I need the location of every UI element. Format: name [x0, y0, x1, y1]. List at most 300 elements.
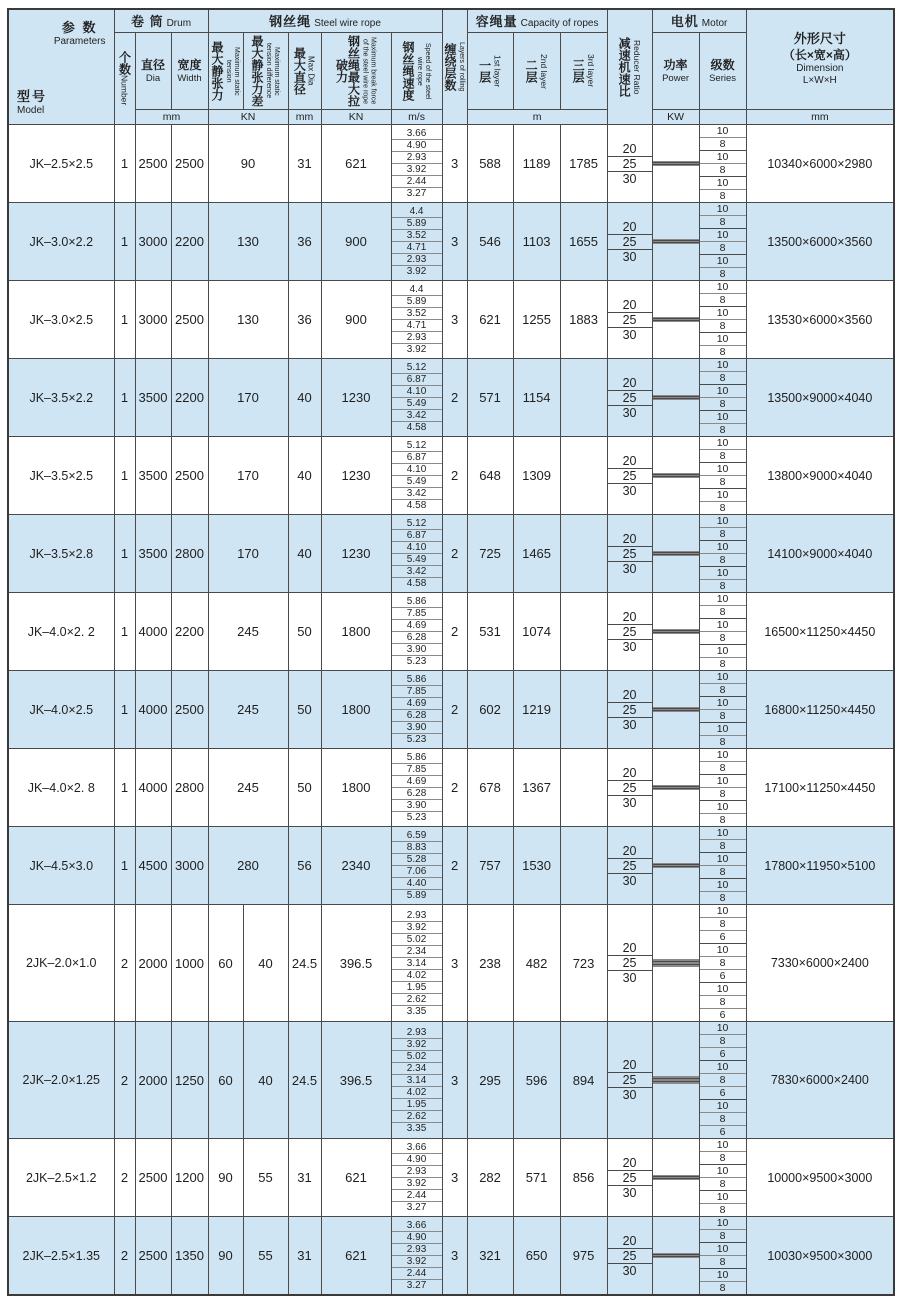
se-subcell: 10: [700, 566, 746, 579]
sp-subcell: 5.23: [392, 733, 442, 745]
se-subcell: 8: [700, 891, 746, 904]
layer3-cell: 723: [560, 905, 607, 1022]
layer1-cell: 757: [467, 827, 513, 905]
ra-subcell: 30: [608, 249, 652, 264]
model-cell: JK–4.0×2.5: [8, 671, 114, 749]
sp-subcell: 5.49: [392, 475, 442, 487]
tension-diff-cell: 55: [243, 1217, 288, 1296]
unit-tension-kn: KN: [208, 110, 288, 125]
power-cell: [652, 905, 699, 1022]
ra-subcell: 20: [622, 941, 637, 955]
layer2-cell: 1530: [513, 827, 560, 905]
ra-subcell: 30: [608, 717, 652, 732]
se-subcell: 8: [700, 449, 746, 462]
se-subcell: 8: [700, 241, 746, 254]
speed-cell: [391, 125, 442, 203]
dimension-en1: Dimension: [796, 62, 844, 74]
layers-cn: 缠绕层数: [443, 43, 458, 91]
ra-subcell: 30: [608, 561, 652, 576]
ra-subcell: 30: [608, 970, 652, 985]
se-subcell: 8: [700, 917, 746, 930]
sp-subcell: 2.34: [392, 1062, 442, 1074]
power-cell: [652, 1217, 699, 1296]
model-cell: JK–4.5×3.0: [8, 827, 114, 905]
drum-en: Drum: [166, 18, 192, 29]
se-subcell: 6: [700, 1086, 746, 1099]
width-cell: 2200: [171, 593, 208, 671]
se-subcell: 10: [700, 384, 746, 397]
rope-cn: 钢丝绳: [269, 14, 312, 29]
dia-cell: 2500: [135, 1217, 171, 1296]
se-subcell: 10: [716, 359, 729, 371]
se-subcell: 8: [700, 1073, 746, 1086]
sp-subcell: 3.27: [392, 187, 442, 199]
speed-cell: [391, 203, 442, 281]
ratio-cell: [607, 827, 652, 905]
sp-subcell: 3.92: [392, 265, 442, 277]
col-reducer-ratio: [607, 9, 652, 125]
ra-subcell: 30: [608, 873, 652, 888]
series-cell: [699, 203, 746, 281]
se-subcell: 10: [700, 618, 746, 631]
series-cell: [699, 593, 746, 671]
dimension-cell: 16800×11250×4450: [746, 671, 894, 749]
ra-subcell: 20: [622, 1233, 637, 1248]
width-cell: 2500: [171, 281, 208, 359]
model-label-cn: 型号: [17, 89, 48, 104]
dimension-cell: 14100×9000×4040: [746, 515, 894, 593]
layer2-cell: 1103: [513, 203, 560, 281]
dia-cell: 2500: [135, 1139, 171, 1217]
ratio-en: Reducer Ratio: [631, 39, 642, 95]
motor-cn: 电机: [670, 14, 699, 29]
max-dia-cell: 31: [288, 1139, 321, 1217]
power-en: Power: [662, 72, 690, 84]
se-subcell: 10: [700, 774, 746, 787]
se-subcell: 8: [700, 137, 746, 150]
width-cell: 2200: [171, 359, 208, 437]
max-dia-cell: 40: [288, 515, 321, 593]
power-cell: [652, 437, 699, 515]
layer2-cell: 1255: [513, 281, 560, 359]
series-cell: [699, 905, 746, 1022]
number-cell: 1: [114, 281, 135, 359]
se-subcell: 10: [700, 1242, 746, 1255]
sp-subcell: 3.35: [392, 1005, 442, 1017]
col-max-static-tension-difference: [243, 33, 288, 110]
se-subcell: 8: [700, 1034, 746, 1047]
sp-subcell: 5.49: [392, 397, 442, 409]
max-dia-cell: 24.5: [288, 905, 321, 1022]
pw-subcell: [653, 399, 699, 400]
layer1-cell: 678: [467, 749, 513, 827]
ra-subcell: 25: [608, 312, 652, 327]
se-subcell: 10: [700, 306, 746, 319]
sp-subcell: 7.85: [392, 763, 442, 775]
sp-subcell: 3.92: [392, 1255, 442, 1267]
se-subcell: 10: [716, 1217, 729, 1229]
sp-subcell: 4.58: [392, 499, 442, 511]
ra-subcell: 25: [608, 955, 652, 970]
col-series: [699, 33, 746, 110]
tension-cell: 170: [208, 515, 288, 593]
width-cell: 2500: [171, 671, 208, 749]
tension-diff-en: Maximum static tension difference: [265, 43, 281, 99]
ra-subcell: 30: [608, 1263, 652, 1278]
layer1-cell: 588: [467, 125, 513, 203]
ra-subcell: 30: [608, 405, 652, 420]
tension-cell: 60: [208, 1022, 243, 1139]
layer3-cell: [560, 515, 607, 593]
se-subcell: 10: [716, 905, 729, 917]
ra-subcell: 30: [608, 327, 652, 342]
se-subcell: 8: [700, 475, 746, 488]
rope-en: Steel wire rope: [314, 18, 381, 29]
ra-subcell: 30: [608, 1087, 652, 1102]
se-subcell: 8: [700, 163, 746, 176]
layer1-cell: 602: [467, 671, 513, 749]
break-force-cell: 900: [321, 281, 391, 359]
layers-en: Layers of rolling: [458, 42, 466, 92]
sp-subcell: 5.89: [392, 889, 442, 901]
sp-subcell: 2.62: [392, 1110, 442, 1122]
sp-subcell: 4.58: [392, 577, 442, 589]
se-subcell: 10: [700, 722, 746, 735]
series-cell: [699, 125, 746, 203]
layer3-cell: [560, 593, 607, 671]
sp-subcell: 3.92: [392, 1038, 442, 1050]
table-row: [8, 359, 894, 437]
layer2-cell: 1309: [513, 437, 560, 515]
break-force-cell: 621: [321, 1217, 391, 1296]
table-row: [8, 1022, 894, 1139]
col-break-force: [321, 33, 391, 110]
model-cell: JK–3.5×2.5: [8, 437, 114, 515]
se-subcell: 10: [700, 982, 746, 995]
dimension-cn2: （长×宽×高）: [782, 47, 857, 62]
sp-subcell: 3.14: [392, 957, 442, 969]
unit-break-kn: KN: [321, 110, 391, 125]
model-cell: JK–3.5×2.8: [8, 515, 114, 593]
layer3-cell: 856: [560, 1139, 607, 1217]
dia-cell: 2500: [135, 125, 171, 203]
sp-subcell: 3.52: [392, 307, 442, 319]
ra-subcell: 30: [608, 795, 652, 810]
se-subcell: 6: [700, 930, 746, 943]
number-cell: 1: [114, 671, 135, 749]
ratio-cell: [607, 749, 652, 827]
dimension-cell: 7830×6000×2400: [746, 1022, 894, 1139]
se-subcell: 10: [700, 1164, 746, 1177]
layers-cell: 3: [442, 905, 467, 1022]
max-dia-cell: 50: [288, 671, 321, 749]
se-subcell: 8: [700, 1151, 746, 1164]
sp-subcell: 4.69: [392, 697, 442, 709]
power-cell: [652, 203, 699, 281]
sp-subcell: 3.90: [392, 643, 442, 655]
pw-subcell: [653, 555, 699, 556]
series-cn: 级数: [710, 58, 735, 73]
se-subcell: 10: [700, 254, 746, 267]
sp-subcell: 1.95: [392, 1098, 442, 1110]
layer3-cell: [560, 359, 607, 437]
sp-subcell: 6.28: [392, 787, 442, 799]
model-cell: 2JK–2.5×1.2: [8, 1139, 114, 1217]
ra-subcell: 20: [622, 219, 637, 234]
break-force-cell: 1800: [321, 671, 391, 749]
table-row: [8, 593, 894, 671]
se-subcell: 8: [700, 345, 746, 358]
number-cell: 1: [114, 749, 135, 827]
col-width: [171, 33, 208, 110]
se-subcell: 8: [700, 501, 746, 514]
power-cell: [652, 125, 699, 203]
ra-subcell: 20: [622, 765, 637, 780]
table-row: [8, 437, 894, 515]
width-cell: 1200: [171, 1139, 208, 1217]
se-subcell: 8: [700, 423, 746, 436]
tension-en: Maximum static tension: [225, 46, 241, 96]
ratio-cell: [607, 203, 652, 281]
layers-cell: 2: [442, 827, 467, 905]
speed-cell: [391, 827, 442, 905]
break-force-cell: 1800: [321, 593, 391, 671]
layer2-cell: 596: [513, 1022, 560, 1139]
sp-subcell: 6.87: [392, 451, 442, 463]
capacity-cn: 容绳量: [475, 14, 518, 29]
se-subcell: 8: [700, 657, 746, 670]
se-subcell: 8: [700, 1281, 746, 1294]
se-subcell: 10: [716, 671, 729, 683]
se-subcell: 8: [700, 813, 746, 826]
layer3-en: 3rd layer: [585, 54, 596, 88]
dimension-cell: 10000×9500×3000: [746, 1139, 894, 1217]
pw-subcell: [653, 1083, 699, 1084]
speed-cell: [391, 1139, 442, 1217]
sp-subcell: 3.92: [392, 163, 442, 175]
break-force-cell: 621: [321, 125, 391, 203]
power-cell: [652, 281, 699, 359]
group-drum: [114, 9, 208, 33]
sp-subcell: 5.02: [392, 1050, 442, 1062]
dia-cell: 2000: [135, 905, 171, 1022]
sp-subcell: 7.06: [392, 865, 442, 877]
ra-subcell: 25: [608, 156, 652, 171]
series-cell: [699, 827, 746, 905]
ratio-cell: [607, 1139, 652, 1217]
speed-cell: [391, 437, 442, 515]
tension-diff-cell: 40: [243, 905, 288, 1022]
tension-cn: 最大静张力: [209, 41, 224, 101]
sp-subcell: 4.71: [392, 241, 442, 253]
col-max-static-tension: [208, 33, 243, 110]
width-cell: 3000: [171, 827, 208, 905]
sp-subcell: 4.4: [409, 284, 424, 295]
sp-subcell: 4.10: [392, 463, 442, 475]
ra-subcell: 25: [608, 546, 652, 561]
se-subcell: 8: [700, 735, 746, 748]
se-subcell: 8: [700, 956, 746, 969]
layers-cell: 3: [442, 281, 467, 359]
power-cell: [652, 515, 699, 593]
se-subcell: 10: [716, 1022, 729, 1034]
speed-en: Speed of the steel wire rope: [416, 42, 432, 100]
group-motor: [652, 9, 746, 33]
layer3-cell: [560, 749, 607, 827]
sp-subcell: 2.93: [406, 1026, 427, 1038]
dia-cell: 3000: [135, 203, 171, 281]
layer3-cell: [560, 671, 607, 749]
ra-subcell: 20: [622, 297, 637, 312]
se-subcell: 10: [716, 281, 729, 293]
sp-subcell: 5.12: [406, 518, 427, 529]
tension-cell: 280: [208, 827, 288, 905]
break-force-cell: 1230: [321, 437, 391, 515]
ra-subcell: 25: [608, 1248, 652, 1263]
dia-cell: 4000: [135, 593, 171, 671]
number-cell: 1: [114, 827, 135, 905]
sp-subcell: 3.42: [392, 487, 442, 499]
max-dia-en: Max Dia: [306, 56, 316, 86]
layer1-cell: 238: [467, 905, 513, 1022]
width-cell: 1350: [171, 1217, 208, 1296]
sp-subcell: 3.66: [406, 1142, 427, 1153]
col-1st-layer: [467, 33, 513, 110]
tension-cell: 60: [208, 905, 243, 1022]
col-layers: [442, 9, 467, 125]
sp-subcell: 3.52: [392, 229, 442, 241]
layer1-en: 1st layer: [492, 54, 503, 88]
tension-diff-cell: 40: [243, 1022, 288, 1139]
se-subcell: 10: [700, 800, 746, 813]
number-cell: 2: [114, 1217, 135, 1296]
ra-subcell: 30: [608, 1185, 652, 1200]
ratio-cell: [607, 359, 652, 437]
sp-subcell: 3.66: [406, 1220, 427, 1231]
dia-cell: 4500: [135, 827, 171, 905]
layer2-cell: 1074: [513, 593, 560, 671]
se-subcell: 8: [700, 215, 746, 228]
se-subcell: 10: [700, 943, 746, 956]
se-subcell: 10: [716, 203, 729, 215]
pw-subcell: [653, 867, 699, 868]
power-cell: [652, 671, 699, 749]
table-row: [8, 281, 894, 359]
number-cell: 1: [114, 593, 135, 671]
model-cell: JK–4.0×2. 8: [8, 749, 114, 827]
dimension-cell: 13500×9000×4040: [746, 359, 894, 437]
dimension-cn1: 外形尺寸: [793, 31, 846, 47]
max-dia-cell: 31: [288, 125, 321, 203]
se-subcell: 8: [700, 865, 746, 878]
pw-subcell: [653, 477, 699, 478]
power-cn: 功率: [663, 58, 688, 73]
max-dia-cell: 50: [288, 749, 321, 827]
table-row: [8, 515, 894, 593]
dia-cell: 3500: [135, 515, 171, 593]
table-row: [8, 671, 894, 749]
tension-cell: 90: [208, 125, 288, 203]
sp-subcell: 2.93: [392, 331, 442, 343]
break-force-cn: 钢丝绳最大拉破力: [334, 35, 361, 107]
dimension-cell: 17100×11250×4450: [746, 749, 894, 827]
speed-cell: [391, 749, 442, 827]
layers-cell: 2: [442, 437, 467, 515]
ra-subcell: 20: [622, 609, 637, 624]
se-subcell: 8: [700, 319, 746, 332]
dimension-en2: L×W×H: [802, 75, 837, 87]
table-body: [8, 125, 894, 1296]
table-header: [8, 9, 894, 125]
sp-subcell: 3.27: [392, 1279, 442, 1291]
hoist-spec-table: [7, 8, 895, 1296]
ra-subcell: 20: [622, 843, 637, 858]
sp-subcell: 4.4: [409, 206, 424, 217]
ratio-cell: [607, 437, 652, 515]
se-subcell: 8: [700, 709, 746, 722]
ra-subcell: 20: [622, 1155, 637, 1170]
series-cell: [699, 437, 746, 515]
pw-subcell: [653, 243, 699, 244]
ratio-cell: [607, 671, 652, 749]
number-cell: 1: [114, 359, 135, 437]
dia-cell: 3000: [135, 281, 171, 359]
layers-cell: 3: [442, 1139, 467, 1217]
dimension-cell: 13500×6000×3560: [746, 203, 894, 281]
number-cell: 2: [114, 905, 135, 1022]
sp-subcell: 2.62: [392, 993, 442, 1005]
ra-subcell: 25: [608, 468, 652, 483]
series-en: Series: [709, 72, 737, 84]
drum-cn: 卷 筒: [130, 14, 164, 29]
sp-subcell: 3.42: [392, 565, 442, 577]
layers-cell: 3: [442, 203, 467, 281]
series-cell: [699, 515, 746, 593]
power-cell: [652, 1139, 699, 1217]
se-subcell: 10: [716, 515, 729, 527]
sp-subcell: 4.40: [392, 877, 442, 889]
speed-cell: [391, 1217, 442, 1296]
sp-subcell: 2.93: [392, 151, 442, 163]
layers-cell: 2: [442, 593, 467, 671]
se-subcell: 8: [700, 397, 746, 410]
pw-subcell: [653, 789, 699, 790]
max-dia-cell: 36: [288, 281, 321, 359]
sp-subcell: 5.86: [406, 596, 427, 607]
sp-subcell: 6.87: [392, 529, 442, 541]
sp-subcell: 5.02: [392, 933, 442, 945]
col-rope-speed: [391, 33, 442, 110]
se-subcell: 8: [700, 1203, 746, 1216]
max-dia-cell: 50: [288, 593, 321, 671]
se-subcell: 8: [700, 189, 746, 202]
parameters-label-cn: 参 数: [61, 20, 98, 35]
break-force-cell: 621: [321, 1139, 391, 1217]
ra-subcell: 25: [608, 780, 652, 795]
model-cell: 2JK–2.0×1.25: [8, 1022, 114, 1139]
se-subcell: 8: [700, 995, 746, 1008]
se-subcell: 10: [700, 176, 746, 189]
break-force-cell: 396.5: [321, 1022, 391, 1139]
se-subcell: 8: [700, 1177, 746, 1190]
tension-cell: 170: [208, 359, 288, 437]
series-cell: [699, 1139, 746, 1217]
se-subcell: 8: [700, 761, 746, 774]
sp-subcell: 8.83: [392, 841, 442, 853]
layer3-cell: 1883: [560, 281, 607, 359]
layer1-cell: 531: [467, 593, 513, 671]
ratio-cell: [607, 515, 652, 593]
